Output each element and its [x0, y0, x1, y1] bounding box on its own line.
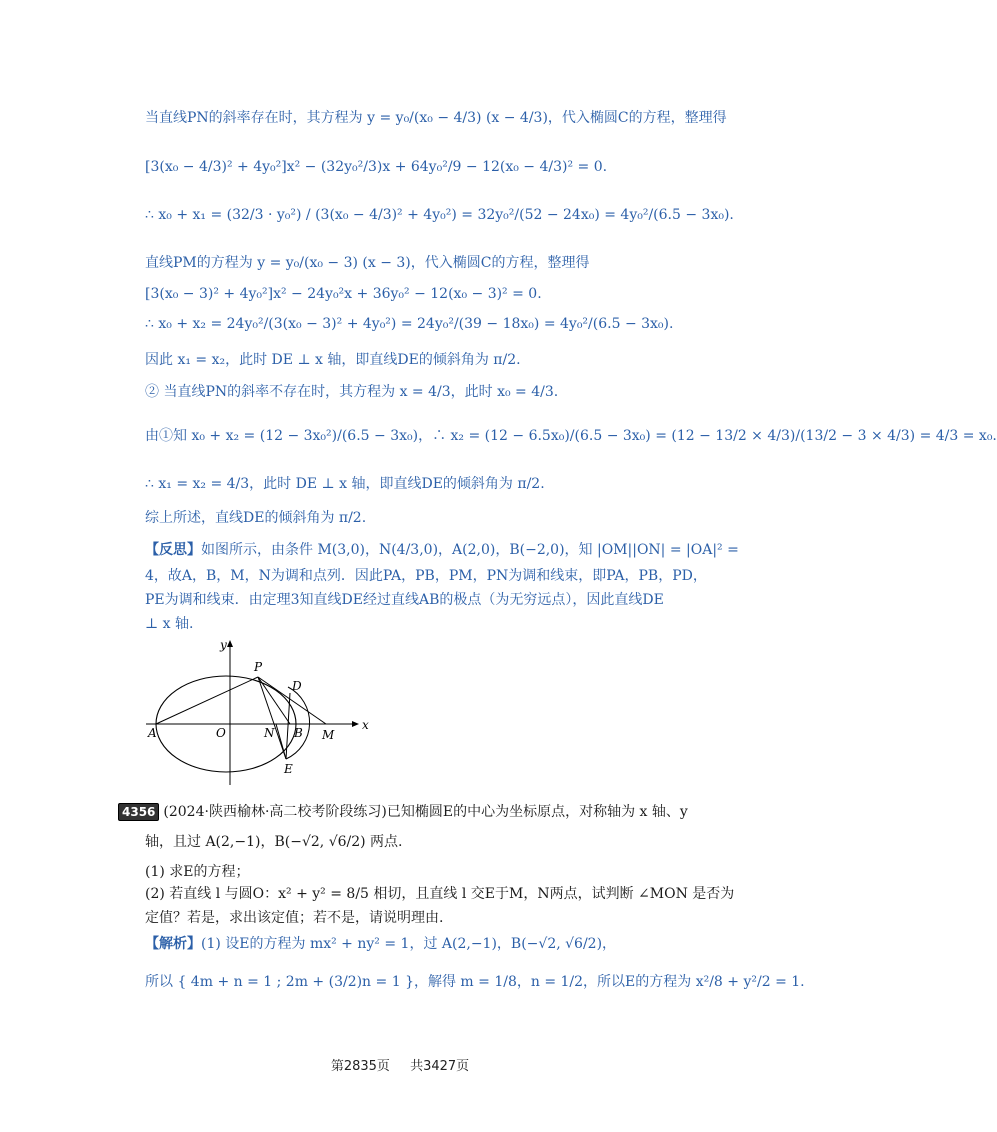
- reflection-text: 如图所示，由条件 M(3,0)，N(4/3,0)，A(2,0)，B(−2,0)，知 |OM||ON| = |OA|² =: [201, 542, 739, 558]
- reflection-text: 4，故A，B，M，N为调和点列．因此PA，PB，PM，PN为调和线束，即PA，PB，PD，: [145, 568, 707, 584]
- page-number: 第2835页: [330, 1059, 390, 1074]
- solution-line-l7: 因此 x₁ = x₂，此时 DE ⊥ x 轴，即直线DE的倾斜角为 π/2.: [145, 352, 521, 368]
- solution-line-l1: 当直线PN的斜率存在时，其方程为 y = y₀/(x₀ − 4/3) (x − 4/3)，代入椭圆C的方程，整理得: [145, 110, 727, 126]
- label-A: A: [148, 726, 157, 740]
- page-total: 共3427页: [410, 1059, 470, 1074]
- analysis-tag: 【解析】: [145, 936, 201, 952]
- analysis-text: (1) 设E的方程为 mx² + ny² = 1，过 A(2,−1)，B(−√2, √6/2)，: [201, 936, 617, 952]
- line-PB: [258, 677, 290, 724]
- solution-line-l10: ∴ x₁ = x₂ = 4/3，此时 DE ⊥ x 轴，即直线DE的倾斜角为 π/2.: [145, 476, 545, 492]
- reflection-line-r2: [145, 566, 707, 586]
- analysis-line-s2: [145, 972, 805, 992]
- problem-text: (2024·陕西榆林·高二校考阶段练习)已知椭圆E的中心为坐标原点，对称轴为 x 轴、y: [163, 804, 688, 820]
- label-M: M: [322, 728, 335, 742]
- line-PA: [156, 677, 258, 724]
- label-B: B: [294, 726, 303, 740]
- label-N: N: [264, 726, 275, 740]
- solution-line-l2: [3(x₀ − 4/3)² + 4y₀²]x² − (32y₀²/3)x + 64y₀²/9 − 12(x₀ − 4/3)² = 0.: [145, 159, 608, 175]
- problem-text: (2) 若直线 l 与圆O：x² + y² = 8/5 相切，且直线 l 交E于M，N两点，试判断 ∠MON 是否为: [145, 886, 735, 902]
- problem-line-p5: [145, 908, 443, 928]
- label-x: x: [362, 718, 369, 732]
- problem-text: (1) 求E的方程；: [145, 864, 250, 880]
- problem-line-p4: [145, 884, 734, 904]
- line-PE: [258, 677, 286, 759]
- solution-line-l4: 直线PM的方程为 y = y₀/(x₀ − 3) (x − 3)，代入椭圆C的方程，整理得: [145, 255, 590, 271]
- analysis-text: 所以 { 4m + n = 1 ; 2m + (3/2)n = 1 }，解得 m = 1/8，n = 1/2，所以E的方程为 x²/8 + y²/2 = 1.: [145, 974, 805, 990]
- solution-line-l9: 由①知 x₀ + x₂ = (12 − 3x₀²)/(6.5 − 3x₀)，∴ x₂ = (12 − 6.5x₀)/(6.5 − 3x₀) = (12 − 13/2 × 4/3)/(13/2 − 3 × 4/3) = 4/3 = x₀.: [145, 428, 997, 444]
- label-D: D: [292, 679, 302, 693]
- reflection-text: ⊥ x 轴.: [145, 616, 194, 632]
- reflection-line-r1: [145, 540, 739, 560]
- problem-line-p1: [118, 802, 688, 822]
- ellipse-figure: [140, 635, 380, 795]
- solution-line-l3: ∴ x₀ + x₁ = (32/3 · y₀²) / (3(x₀ − 4/3)² + 4y₀²) = 32y₀²/(52 − 24x₀) = 4y₀²/(6.5 − 3x₀).: [145, 207, 734, 223]
- reflection-tag: 【反思】: [145, 542, 201, 558]
- x-axis-arrow: [352, 721, 359, 727]
- problem-line-p3: [145, 862, 250, 882]
- reflection-line-r4: [145, 614, 193, 634]
- label-O: O: [216, 726, 226, 740]
- label-y: y: [220, 638, 227, 652]
- problem-text: 轴，且过 A(2,−1)，B(−√2, √6/2) 两点.: [145, 834, 403, 850]
- problem-line-p2: [145, 832, 403, 852]
- y-axis-arrow: [227, 640, 233, 647]
- problem-number-badge: 4356: [118, 803, 159, 821]
- solution-line-l6: ∴ x₀ + x₂ = 24y₀²/(3(x₀ − 3)² + 4y₀²) = 24y₀²/(39 − 18x₀) = 4y₀²/(6.5 − 3x₀).: [145, 316, 674, 332]
- line-DE: [286, 693, 290, 759]
- label-P: P: [254, 660, 263, 674]
- analysis-line-s1: [145, 934, 616, 954]
- problem-text: 定值？若是，求出该定值；若不是，请说明理由.: [145, 910, 444, 926]
- solution-line-l8: ② 当直线PN的斜率不存在时，其方程为 x = 4/3，此时 x₀ = 4/3.: [145, 384, 559, 400]
- solution-line-l5: [3(x₀ − 3)² + 4y₀²]x² − 24y₀²x + 36y₀² − 12(x₀ − 3)² = 0.: [145, 286, 542, 302]
- reflection-line-r3: [145, 590, 664, 610]
- page-footer: [0, 1055, 800, 1074]
- reflection-text: PE为调和线束．由定理3知直线DE经过直线AB的极点（为无穷远点），因此直线DE: [145, 592, 664, 608]
- solution-line-l11: 综上所述，直线DE的倾斜角为 π/2.: [145, 510, 367, 526]
- label-E: E: [284, 762, 293, 776]
